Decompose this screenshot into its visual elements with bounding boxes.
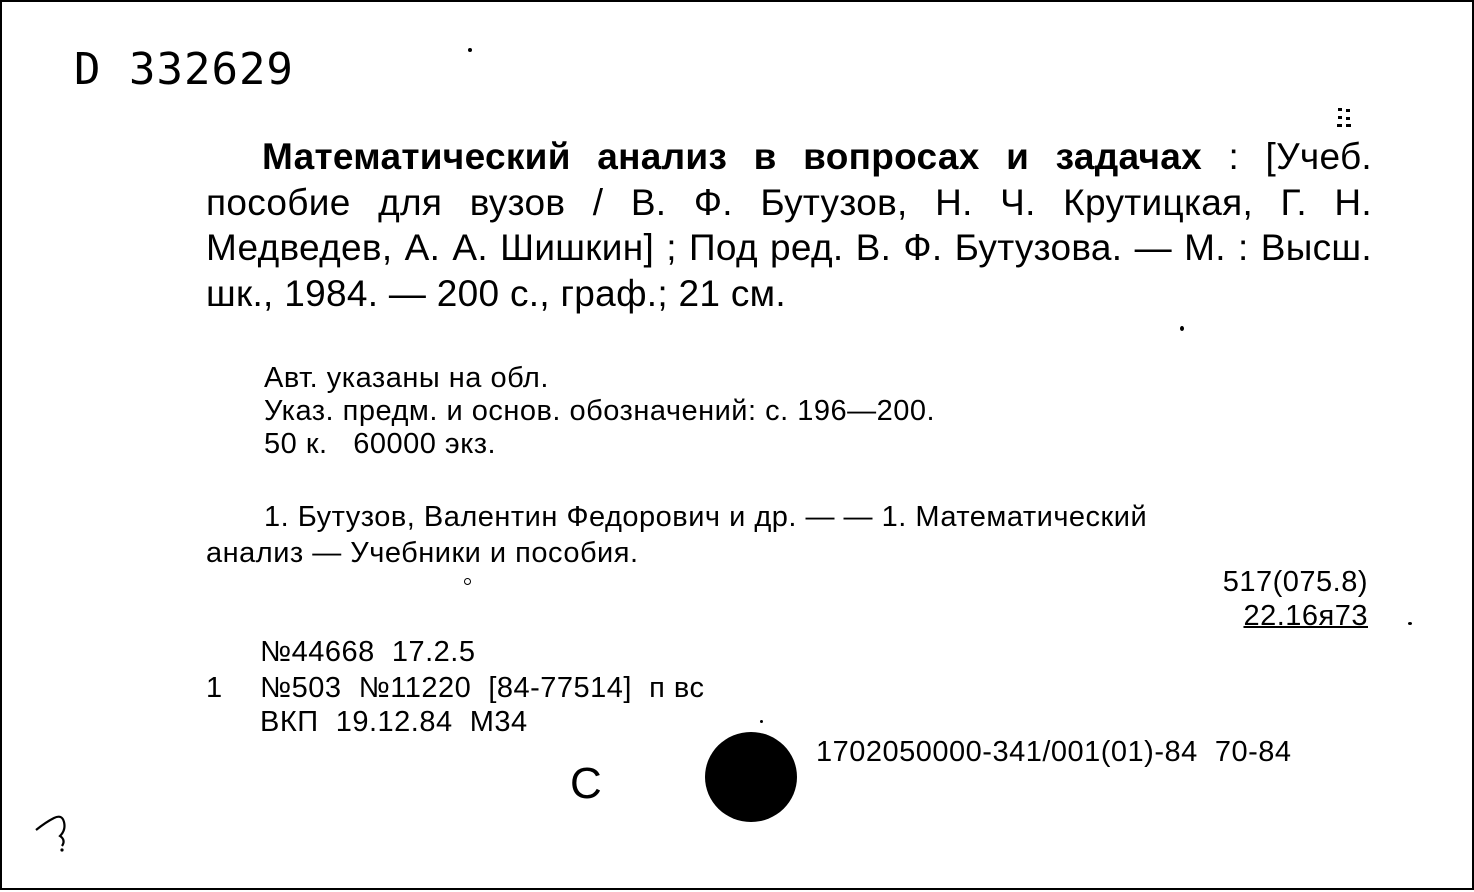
- tracing-line: анализ — Учебники и пособия.: [206, 537, 639, 569]
- accession-line: №503 №11220 [84-77514] п вс: [260, 672, 705, 704]
- ink-speck: [468, 48, 472, 52]
- accession-line: ВКП 19.12.84 М34: [260, 706, 528, 738]
- ink-speck: [1180, 326, 1184, 331]
- book-title: Математический анализ в вопросах и задачах: [262, 136, 1202, 177]
- punch-hole-dot: [705, 732, 797, 822]
- ink-speck: [760, 720, 763, 723]
- pencil-mark-icon: [32, 810, 78, 856]
- stamp-letter: С: [570, 759, 602, 808]
- call-number: D 332629: [74, 44, 294, 95]
- accession-line: №44668 17.2.5: [260, 636, 476, 668]
- tracing-line: 1. Бутузов, Валентин Федорович и др. — — 1. Математический: [264, 501, 1148, 533]
- bibliographic-entry: [206, 134, 1372, 316]
- udc-index: 517(075.8): [1222, 566, 1368, 598]
- ink-speck: [1408, 622, 1412, 625]
- ink-speck: [464, 578, 471, 585]
- accession-prefix: 1: [206, 672, 223, 704]
- bibliographic-description: : [Учеб. пособие для вузов / В. Ф. Бутузов, Н. Ч. Крутицкая, Г. Н. Медведев, А. А. Шишкин] ; Под ред. В. Ф. Бутузова. — М. : Высш. шк., 1984. — 200 с., граф.; 21 см.: [206, 136, 1373, 314]
- note-authors: Авт. указаны на обл.: [264, 362, 549, 394]
- note-price-run: 50 к. 60000 экз.: [264, 428, 497, 460]
- bbk-index: 22.16я73: [1243, 600, 1368, 632]
- subject-tracing: [206, 499, 1372, 571]
- isbn-code: 1702050000-341/001(01)-84 70-84: [816, 736, 1292, 768]
- note-index: Указ. предм. и основ. обозначений: с. 196—200.: [264, 395, 936, 427]
- corner-mark-icon: [1336, 106, 1354, 130]
